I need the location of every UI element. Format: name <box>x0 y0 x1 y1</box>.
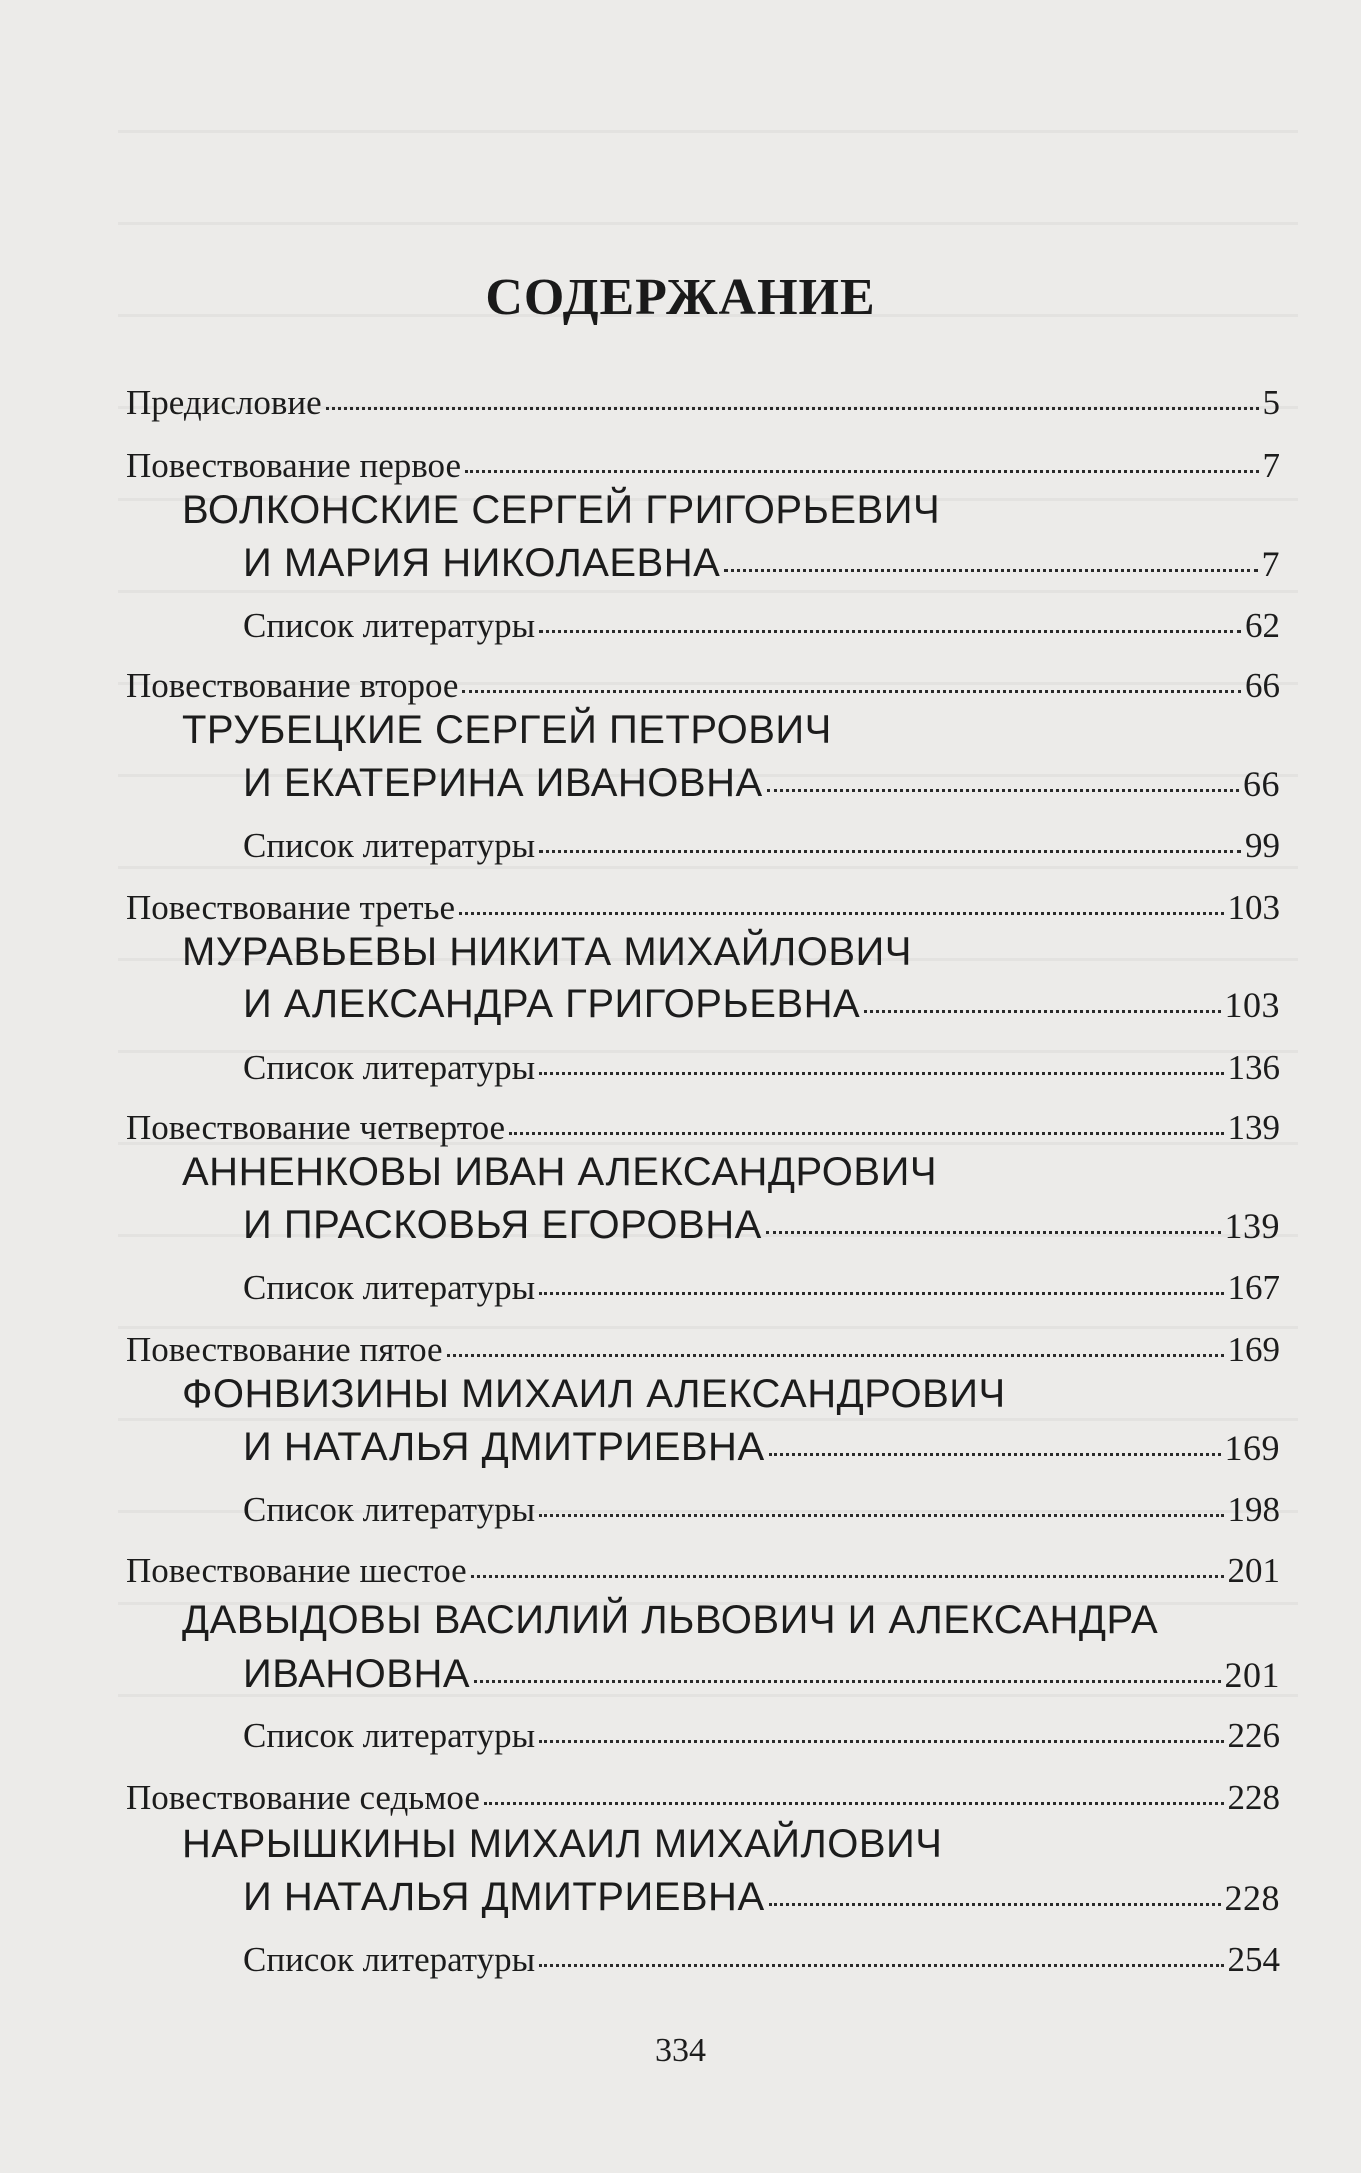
toc-entry-bibliography-6[interactable] <box>243 1716 1280 1756</box>
toc-page-number: 226 <box>1227 1716 1280 1755</box>
toc-page-number: 62 <box>1245 606 1280 645</box>
toc-entry-heading-6[interactable] <box>243 1652 1280 1697</box>
toc-entry-narrative-3[interactable] <box>126 888 1280 928</box>
toc-entry-heading-7[interactable] <box>243 1875 1280 1920</box>
toc-entry-label: Список литературы <box>243 1490 536 1529</box>
toc-entry-label: Список литературы <box>243 826 536 865</box>
toc-heading-line-1: МУРАВЬЕВЫ НИКИТА МИХАЙЛОВИЧ <box>182 930 912 974</box>
toc-heading-line-1: ТРУБЕЦКИЕ СЕРГЕЙ ПЕТРОВИЧ <box>182 708 832 752</box>
leader-dots <box>724 567 1257 572</box>
page-number-folio: 334 <box>655 2032 706 2069</box>
toc-page-number: 103 <box>1227 888 1280 927</box>
toc-page-number: 66 <box>1243 764 1280 804</box>
toc-page-number: 99 <box>1245 826 1280 865</box>
leader-dots <box>484 1800 1224 1805</box>
leader-dots <box>769 1451 1221 1456</box>
toc-entry-label: Список литературы <box>243 1716 536 1755</box>
toc-entry-narrative-1[interactable] <box>126 446 1280 486</box>
toc-page-number: 228 <box>1224 1878 1280 1918</box>
toc-entry-label: Повествование шестое <box>126 1551 467 1590</box>
toc-page-number: 7 <box>1262 446 1280 485</box>
leader-dots <box>447 1352 1224 1357</box>
toc-entry-heading-5[interactable] <box>243 1425 1280 1470</box>
toc-entry-label: Повествование второе <box>126 666 459 705</box>
toc-heading-line-2: И МАРИЯ НИКОЛАЕВНА <box>243 541 721 585</box>
toc-page-number: 228 <box>1227 1778 1280 1817</box>
toc-heading-line-1: ФОНВИЗИНЫ МИХАИЛ АЛЕКСАНДРОВИЧ <box>182 1372 1006 1416</box>
toc-entry-bibliography-4[interactable] <box>243 1268 1280 1308</box>
toc-heading-line-1: НАРЫШКИНЫ МИХАИЛ МИХАЙЛОВИЧ <box>182 1822 943 1866</box>
toc-entry-label: Повествование пятое <box>126 1330 443 1369</box>
toc-page-number: 169 <box>1227 1330 1280 1369</box>
toc-entry-heading-2[interactable] <box>243 761 1280 806</box>
toc-entry-heading-3[interactable] <box>243 982 1280 1027</box>
toc-page-number: 136 <box>1227 1048 1280 1087</box>
toc-heading-line-1: ДАВЫДОВЫ ВАСИЛИЙ ЛЬВОВИЧ И АЛЕКСАНДРА <box>182 1598 1159 1642</box>
toc-heading-line-2: И АЛЕКСАНДРА ГРИГОРЬЕВНА <box>243 982 861 1026</box>
toc-entry-bibliography-1[interactable] <box>243 606 1280 646</box>
leader-dots <box>539 1738 1223 1743</box>
leader-dots <box>471 1573 1224 1578</box>
page-title: СОДЕРЖАНИЕ <box>485 269 876 326</box>
leader-dots <box>766 1229 1221 1234</box>
toc-page-number: 7 <box>1261 544 1280 584</box>
leader-dots <box>539 628 1241 633</box>
leader-dots <box>539 1962 1223 1967</box>
toc-entry-label: Список литературы <box>243 1268 536 1307</box>
toc-entry-label: Список литературы <box>243 1048 536 1087</box>
toc-heading-line-2: ИВАНОВНА <box>243 1652 471 1696</box>
leader-dots <box>474 1678 1220 1683</box>
toc-heading-line-2: И НАТАЛЬЯ ДМИТРИЕВНА <box>243 1425 765 1469</box>
toc-heading-line-2: И НАТАЛЬЯ ДМИТРИЕВНА <box>243 1875 765 1919</box>
toc-entry-heading-1[interactable] <box>243 541 1280 586</box>
leader-dots <box>539 1290 1223 1295</box>
toc-entry-narrative-6[interactable] <box>126 1551 1280 1591</box>
toc-entry-narrative-4[interactable] <box>126 1108 1280 1148</box>
leader-dots <box>539 1070 1223 1075</box>
toc-entry-bibliography-2[interactable] <box>243 826 1280 866</box>
leader-dots <box>326 405 1259 410</box>
toc-heading-line-1: ВОЛКОНСКИЕ СЕРГЕЙ ГРИГОРЬЕВИЧ <box>182 488 941 532</box>
toc-entry-label: Список литературы <box>243 1940 536 1979</box>
toc-heading-line-2: И ЕКАТЕРИНА ИВАНОВНА <box>243 761 763 805</box>
toc-entry-narrative-5[interactable] <box>126 1330 1280 1370</box>
toc-page-number: 169 <box>1224 1428 1280 1468</box>
toc-entry-label: Повествование третье <box>126 888 456 927</box>
leader-dots <box>769 1901 1221 1906</box>
toc-page-number: 139 <box>1224 1206 1280 1246</box>
toc-entry-bibliography-7[interactable] <box>243 1940 1280 1980</box>
toc-page-number: 66 <box>1245 666 1280 705</box>
toc-page-number: 201 <box>1224 1655 1280 1695</box>
leader-dots <box>462 688 1241 693</box>
toc-page-number: 139 <box>1227 1108 1280 1147</box>
toc-entry-narrative-7[interactable] <box>126 1778 1280 1818</box>
leader-dots <box>767 787 1239 792</box>
leader-dots <box>509 1130 1223 1135</box>
leader-dots <box>459 910 1223 915</box>
toc-entry-label: Повествование первое <box>126 446 461 485</box>
toc-heading-line-1: АННЕНКОВЫ ИВАН АЛЕКСАНДРОВИЧ <box>182 1150 937 1194</box>
toc-page-number: 201 <box>1227 1551 1280 1590</box>
toc-page-number: 198 <box>1227 1490 1280 1529</box>
leader-dots <box>465 468 1259 473</box>
leader-dots <box>864 1008 1220 1013</box>
toc-page-number: 5 <box>1262 383 1280 422</box>
toc-heading-line-2: И ПРАСКОВЬЯ ЕГОРОВНА <box>243 1203 762 1247</box>
toc-entry-narrative-2[interactable] <box>126 666 1280 706</box>
toc-entry-bibliography-3[interactable] <box>243 1048 1280 1088</box>
toc-entry-bibliography-5[interactable] <box>243 1490 1280 1530</box>
toc-entry-label: Повествование четвертое <box>126 1108 506 1147</box>
leader-dots <box>539 848 1241 853</box>
toc-page-number: 167 <box>1227 1268 1280 1307</box>
toc-entry-label: Предисловие <box>126 383 322 422</box>
leader-dots <box>539 1512 1223 1517</box>
toc-entry-label: Список литературы <box>243 606 536 645</box>
toc-entry-label: Повествование седьмое <box>126 1778 480 1817</box>
toc-entry-preface[interactable] <box>126 383 1280 423</box>
toc-page-number: 254 <box>1227 1940 1280 1979</box>
toc-page-number: 103 <box>1224 985 1280 1025</box>
toc-entry-heading-4[interactable] <box>243 1203 1280 1248</box>
